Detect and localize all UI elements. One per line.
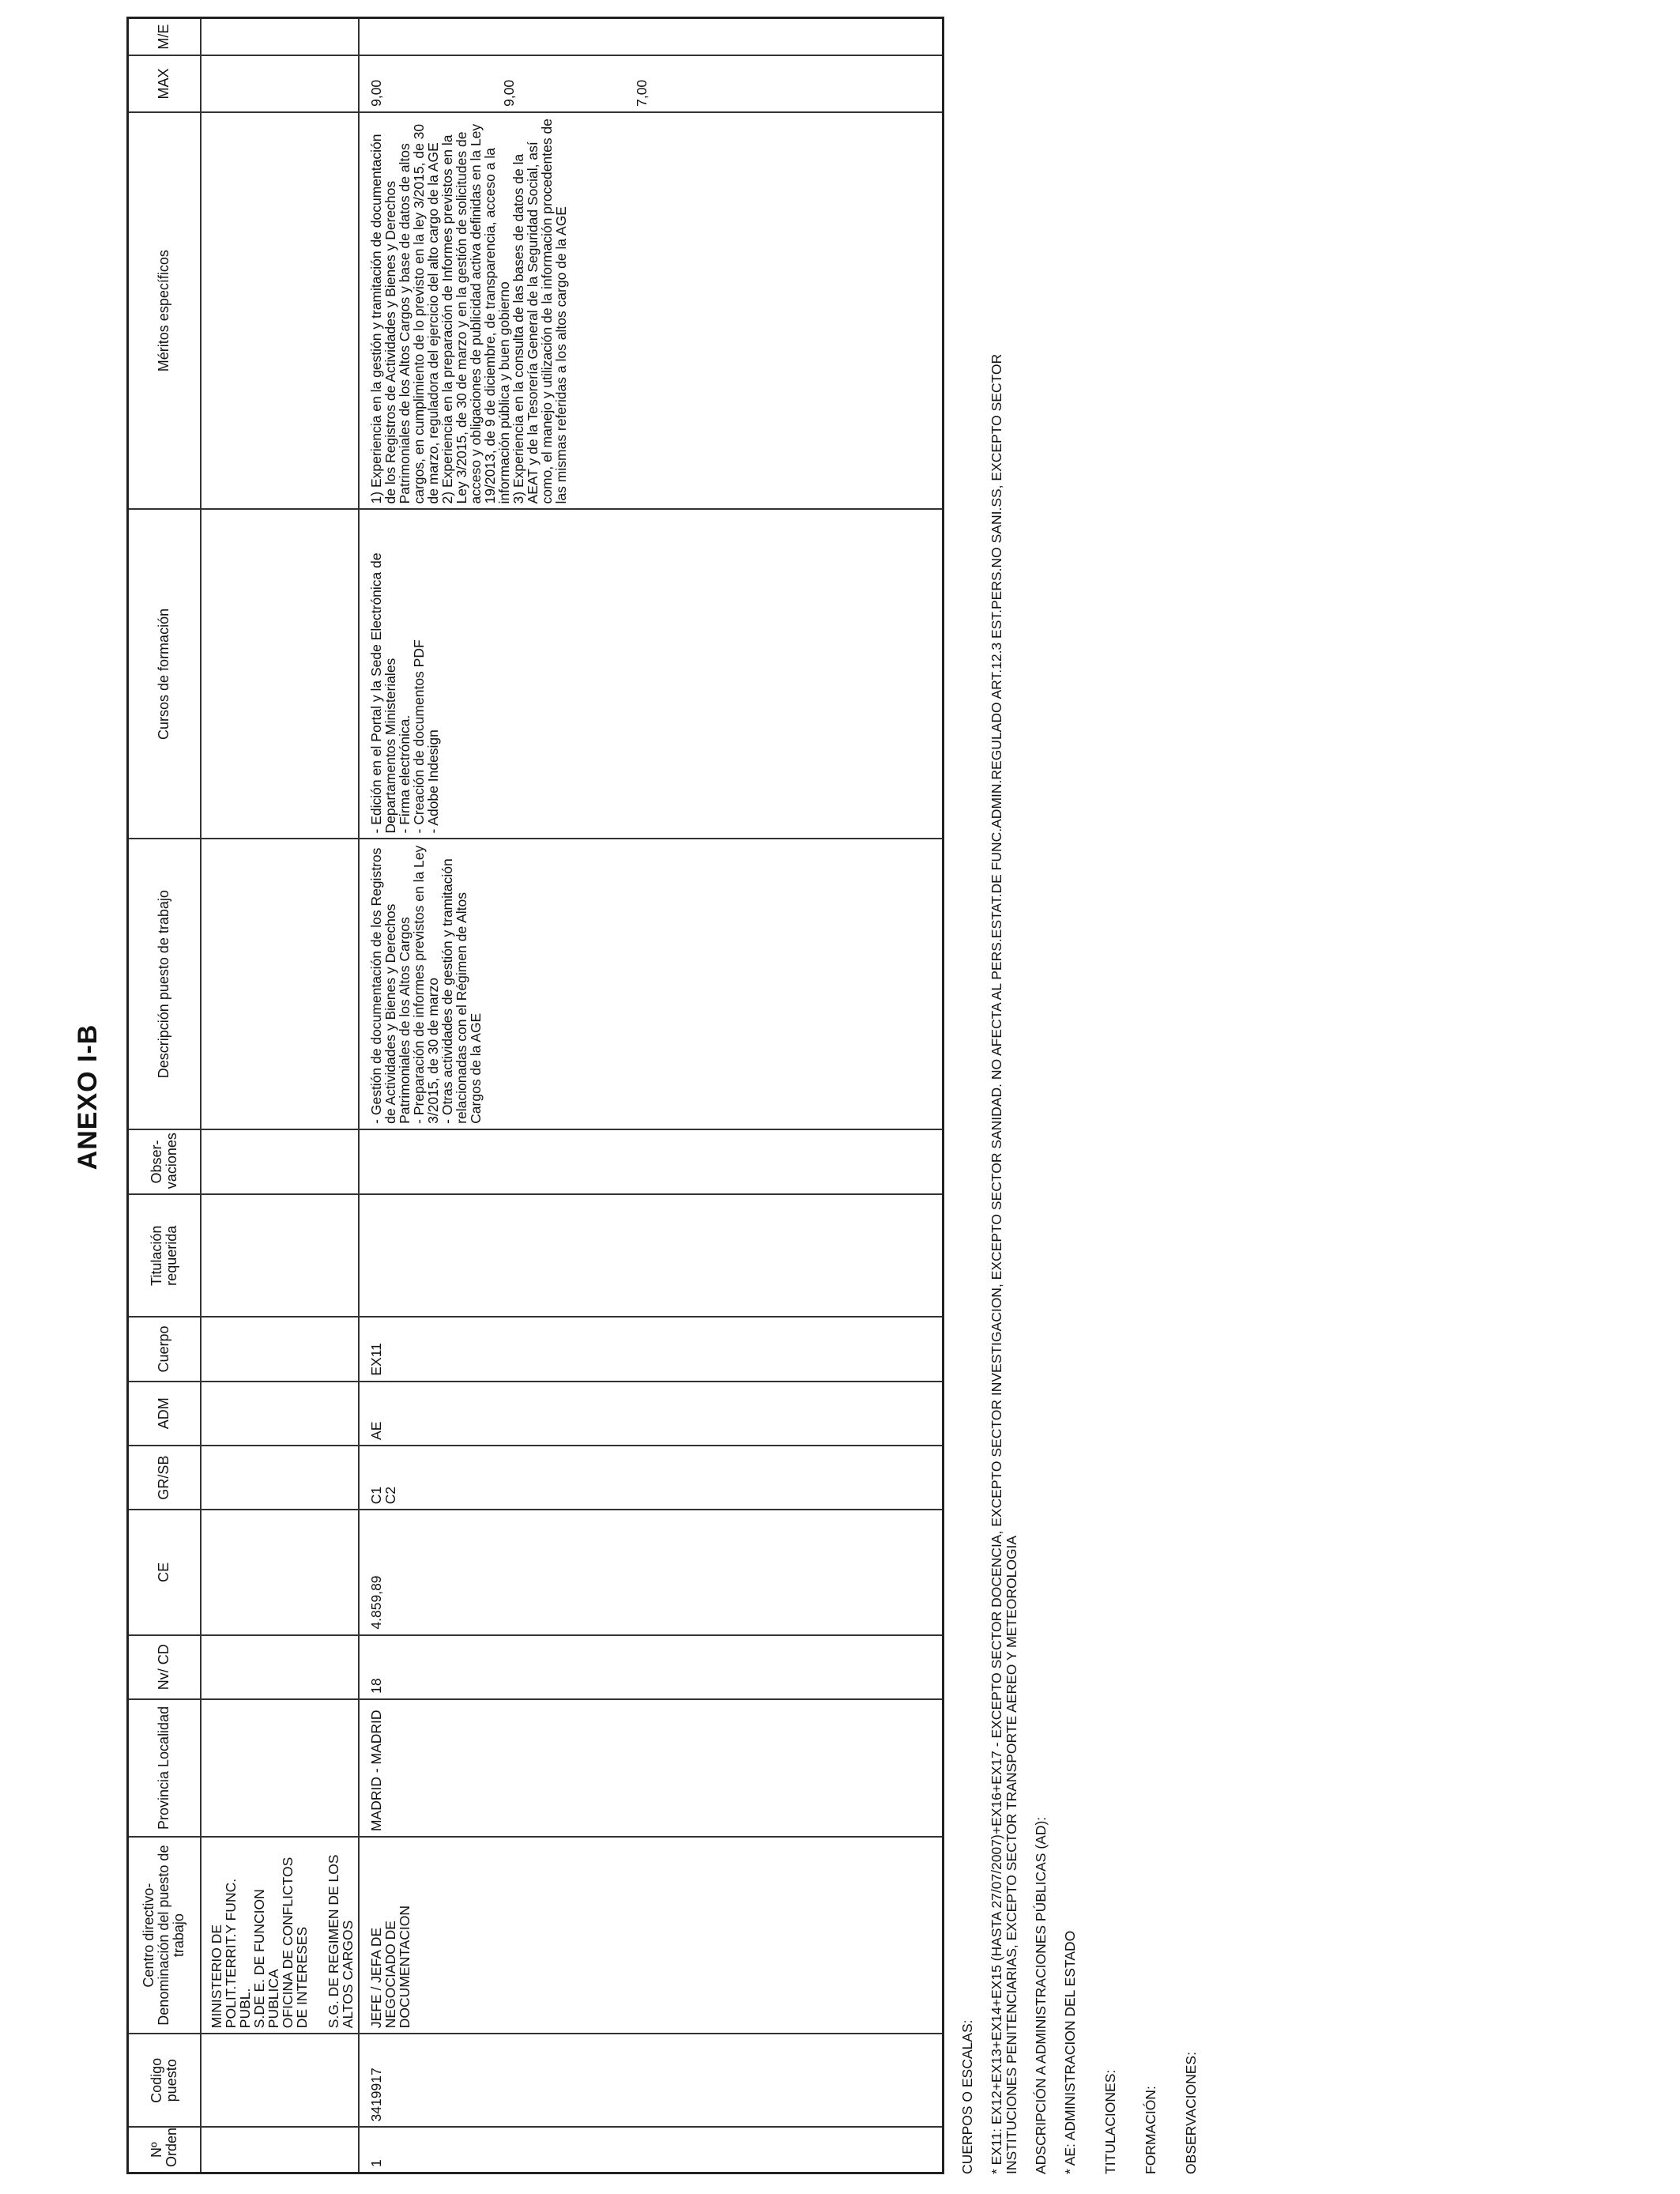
context-row: [201, 18, 359, 2173]
header-nivel: Nv/ CD: [128, 1635, 201, 1699]
header-titulacion: Titulación requerida: [128, 1194, 201, 1317]
adscripcion-text: * AE: ADMINISTRACION DEL ESTADO: [1062, 1930, 1078, 2174]
cell-codigo: 3419917: [359, 2034, 944, 2127]
descripcion-item-3: - Otras actividades de gestión y tramitación relacionadas con el Régimen de Altos Cargos de la AGE: [439, 858, 484, 1124]
titulaciones-heading: TITULACIONES:: [1102, 2069, 1118, 2174]
cuerpos-heading: CUERPOS O ESCALAS:: [959, 2019, 975, 2174]
curso-item-1: - Edición en el Portal y la Sede Electrónica de Departamentos Ministeriales: [367, 552, 398, 834]
context-ministerio: MINISTERIO DE POLIT.TERRIT.Y FUNC. PUBL.: [208, 1878, 253, 2029]
cell-observaciones: [359, 1129, 944, 1194]
page-title: ANEXO I-B: [73, 1023, 103, 1171]
header-descripcion: Descripción puesto de trabajo: [128, 839, 201, 1129]
cell-titulacion: [359, 1194, 944, 1317]
header-provincia: Provincia Localidad: [128, 1699, 201, 1837]
header-me: M/E: [128, 18, 201, 56]
cell-cursos: [359, 509, 944, 839]
cell-ce: 4.859,89: [359, 1510, 944, 1634]
context-subdireccion: S.G. DE REGIMEN DE LOS ALTOS CARGOS: [325, 1854, 356, 2029]
header-adm: ADM: [128, 1382, 201, 1446]
context-cell: [201, 1837, 359, 2034]
descripcion-item-1: - Gestión de documentación de los Registros de Actividades y Bienes y Derechos Patrimoniales de los Altos Cargos: [367, 847, 412, 1124]
max-value-2: 9,00: [500, 79, 517, 107]
header-centro: Centro directivo- Denominación del puesto de trabajo: [128, 1837, 201, 2034]
header-meritos: Méritos específicos: [128, 112, 201, 510]
curso-item-2: - Firma electrónica.: [396, 714, 412, 834]
grupo-c1: C1: [367, 1486, 384, 1505]
merito-item-1: 1) Experiencia en la gestión y tramitación de documentación de los Registros de Actividades y Bienes y Derechos Patrimoniales de los Altos Cargos y base de datos de altos cargos, en cumplimiento de lo previsto en la ley 3/2015, de 30 de marzo, reguladora del ejercicio del alto cargo de la AGE: [367, 123, 441, 504]
adscripcion-heading: ADSCRIPCIÓN A ADMINISTRACIONES PÚBLICAS (AD):: [1033, 1816, 1049, 2174]
table-row: [359, 18, 944, 2173]
curso-item-4: - Adobe Indesign: [424, 729, 441, 834]
header-ce: CE: [128, 1510, 201, 1634]
header-max: MAX: [128, 55, 201, 112]
max-value-1: 9,00: [367, 79, 384, 107]
header-cuerpo: Cuerpo: [128, 1317, 201, 1381]
header-cursos: Cursos de formación: [128, 509, 201, 839]
cell-descripcion: [359, 839, 944, 1129]
grupo-c2: C2: [382, 1486, 398, 1505]
max-value-3: 7,00: [633, 79, 650, 107]
cell-max: [359, 55, 944, 112]
header-grupo: GR/SB: [128, 1446, 201, 1510]
curso-item-3: - Creación de documentos PDF: [410, 639, 427, 834]
descripcion-item-2: - Preparación de informes previstos en la Ley 3/2015, de 30 de marzo: [410, 845, 441, 1124]
formacion-heading: FORMACIÓN:: [1143, 2086, 1158, 2174]
cell-nivel: 18: [359, 1635, 944, 1699]
context-oficina: OFICINA DE CONFLICTOS DE INTERESES: [279, 1857, 310, 2029]
cell-provincia: MADRID - MADRID: [359, 1699, 944, 1837]
merito-item-3: 3) Experiencia en la consulta de las bases de datos de la AEAT y de la Tesorería General de la Seguridad Social, así como, el manejo y utilización de la información procedentes de las mismas referidas a los altos cargo de la AGE: [510, 119, 569, 504]
cell-puesto: JEFE / JEFA DE NEGOCIADO DE DOCUMENTACION: [359, 1837, 944, 2034]
observaciones-heading: OBSERVACIONES:: [1183, 2052, 1199, 2174]
table-header-row: [128, 18, 201, 2173]
merito-item-2: 2) Experiencia en la preparación de Informes previstos en la Ley 3/2015, de 30 de marzo y en la gestión de solicitudes de acceso y obligaciones de publicidad activa definidas en la Ley 19/2013, de 9 de diciembre, de transparencia, acceso a la información pública y buen gobierno: [439, 123, 512, 504]
header-codigo: Codigo puesto: [128, 2034, 201, 2127]
cell-meritos: [359, 112, 944, 510]
context-secretaria: S.DE E. DE FUNCION PUBLICA: [250, 1889, 281, 2029]
footnotes: [960, 17, 1224, 2174]
cuerpos-text-line-2: INSTITUCIONES PENITENCIARIAS, EXCEPTO SECTOR TRANSPORTE AEREO Y METEOROLOGIA: [1004, 1535, 1019, 2174]
cell-grupo: [359, 1446, 944, 1510]
header-orden: Nº Orden: [128, 2127, 201, 2173]
cell-adm: AE: [359, 1382, 944, 1446]
header-observaciones: Obser- vaciones: [128, 1129, 201, 1194]
positions-table: [126, 17, 944, 2174]
cuerpos-text-line-1: * EX11: EX12+EX13+EX14+EX15 (HASTA 27/07/2007)+EX16+EX17 - EXCEPTO SECTOR DOCENCIA, EXCEPTO SECTOR INVESTIGACION, EXCEPTO SECTOR SANIDAD. NO AFECTA AL PERS.ESTAT.DE FUNC.ADMIN.REGULADO ART.12.3 EST.PERS.NO SANI.SS, EXCEPTO SECTOR: [989, 353, 1004, 2174]
cell-me: [359, 18, 944, 56]
cell-orden: 1: [359, 2127, 944, 2173]
cell-cuerpo: EX11: [359, 1317, 944, 1381]
